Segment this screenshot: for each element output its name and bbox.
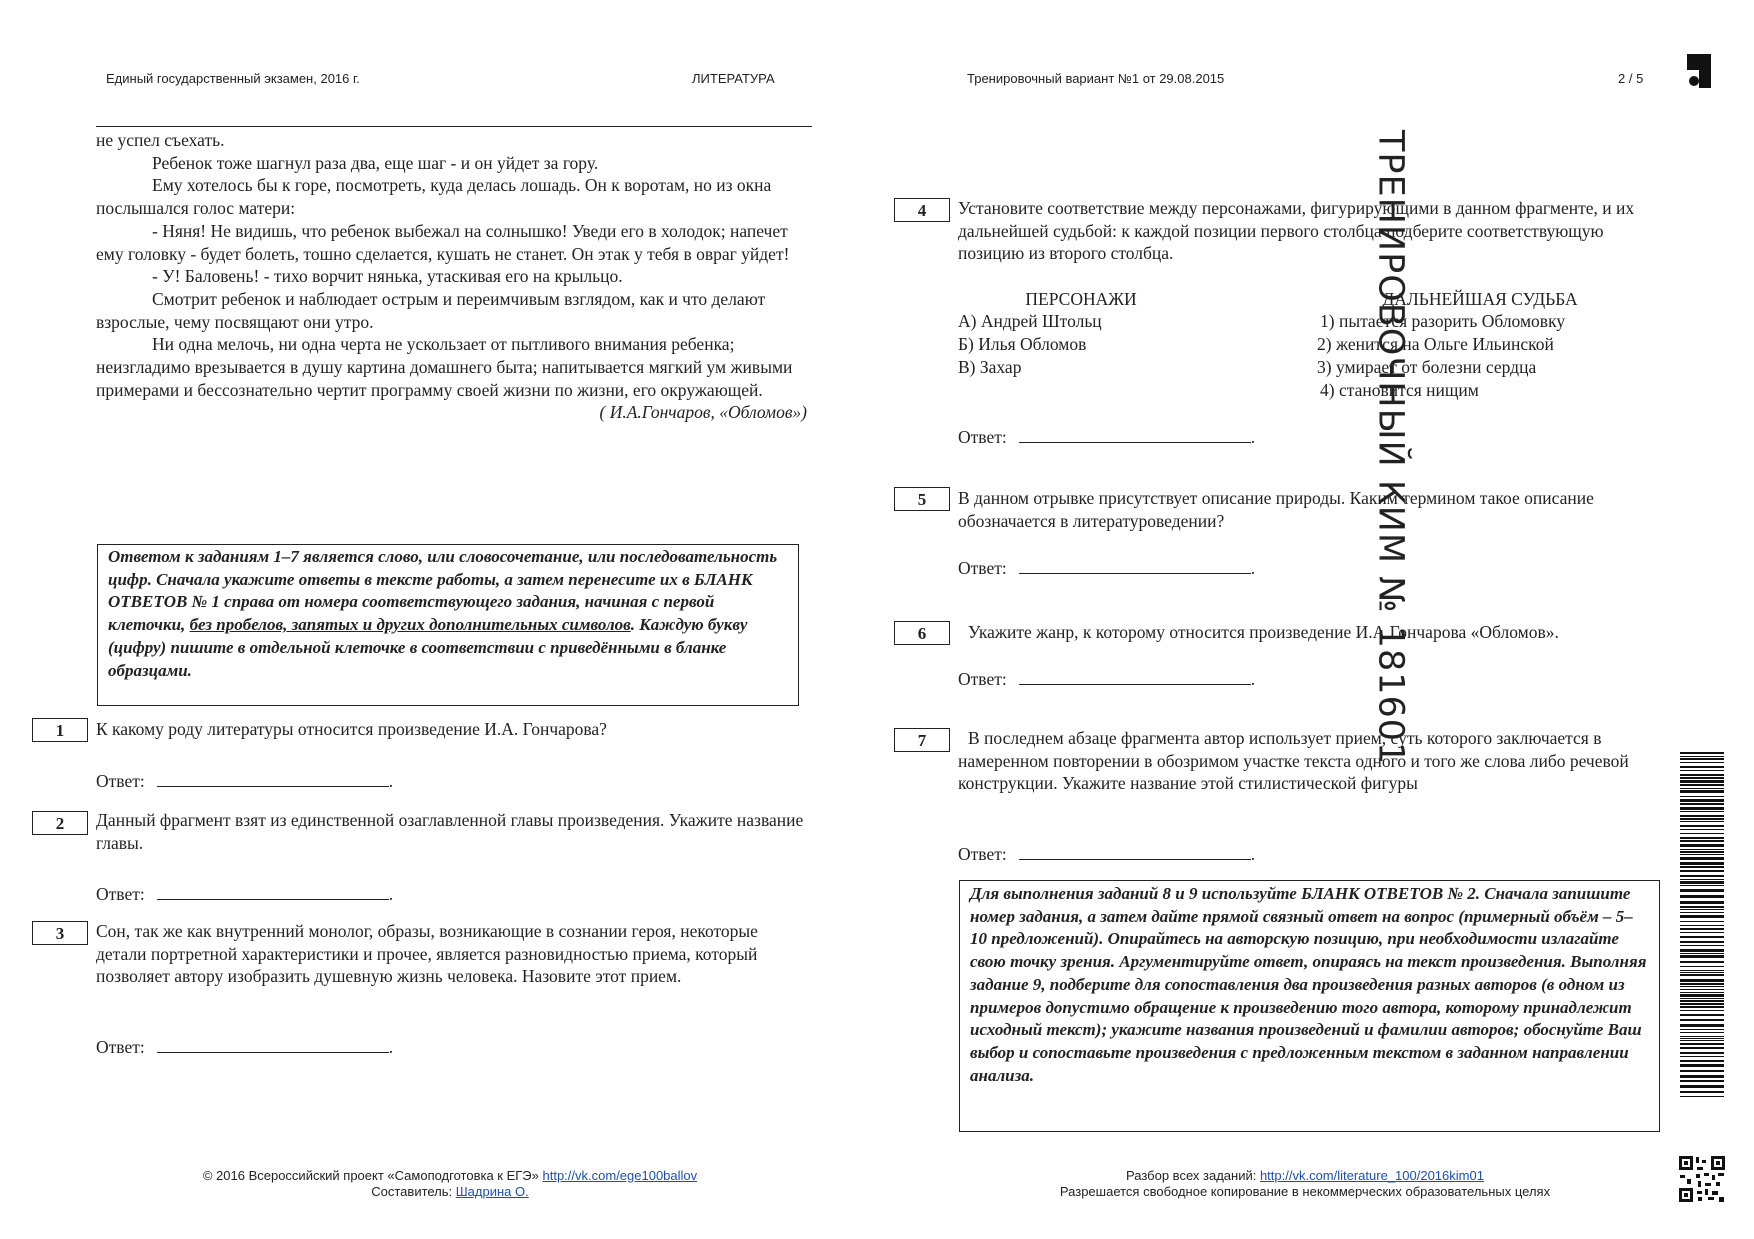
excerpt-p3: - Няня! Не видишь, что ребенок выбежал на солнышко! Уведи его в холодок; напечет ему головку - будет болеть, тошно сделается, кушать не станет. Он этак у тебя в овраг уйдет! <box>96 220 790 264</box>
footer-analysis-label: Разбор всех заданий: <box>1126 1168 1260 1183</box>
answer-line[interactable] <box>157 770 389 787</box>
matching-right-0: 1) пытается разорить Обломовку <box>1320 311 1566 331</box>
excerpt-text <box>96 129 811 424</box>
answer-label: Ответ: <box>958 427 1007 447</box>
task-1-answer[interactable]: Ответ: . <box>96 771 394 791</box>
excerpt-p0: не успел съехать. <box>96 130 225 150</box>
task-6-text: Укажите жанр, к которому относится произведение И.А.Гончарова «Обломов». <box>968 622 1559 642</box>
instruction-1-part2: . Каждую букву (цифру) пишите в отдельной клеточке в соответствии с приведёнными в бланке образцами. <box>108 615 748 680</box>
matching-left-header: ПЕРСОНАЖИ <box>1025 289 1137 309</box>
header-subject: ЛИТЕРАТУРА <box>692 71 775 86</box>
footer-left <box>140 1168 760 1200</box>
answer-line[interactable] <box>157 1036 389 1053</box>
matching-left-1: Б) Илья Обломов <box>958 334 1087 354</box>
matching-left-0: А) Андрей Штольц <box>958 311 1102 331</box>
task-7-number: 7 <box>894 728 950 752</box>
answer-line[interactable] <box>157 883 389 900</box>
task-1-number: 1 <box>32 718 88 742</box>
matching-right-3: 4) становится нищим <box>1320 380 1479 400</box>
footer-author-link[interactable]: Шадрина О. <box>455 1184 529 1199</box>
task-5-answer[interactable]: Ответ: . <box>958 558 1256 578</box>
answer-line[interactable] <box>1019 843 1251 860</box>
task-6-answer[interactable]: Ответ: . <box>958 669 1256 689</box>
instruction-1-part1: Ответом к заданиям 1–7 является слово, или словосочетание, или последовательность цифр. Сначала укажите ответы в тексте работы, а затем перенесите их в БЛАНК ОТВЕТОВ № 1 справа от номера соответствующего задания, начиная с первой клеточки, <box>108 547 778 635</box>
footer-license: Разрешается свободное копирование в некоммерческих образовательных целях <box>1059 1184 1551 1199</box>
task-2-text: Данный фрагмент взят из единственной озаглавленной главы произведения. Укажите название главы. <box>96 810 804 853</box>
excerpt-p5: Смотрит ребенок и наблюдает острым и переимчивым взглядом, как и что делают взрослые, чему посвящают они утро. <box>96 288 766 332</box>
task-3-number: 3 <box>32 921 88 945</box>
answer-label: Ответ: <box>958 558 1007 578</box>
corner-mark-icon <box>1685 54 1715 90</box>
excerpt-p4: - У! Баловень! - тихо ворчит нянька, утаскивая его на крыльцо. <box>152 266 623 287</box>
excerpt-p6: Ни одна мелочь, ни одна черта не ускользает от пытливого внимания ребенка; неизгладимо врезывается в душу картина домашнего быта; напитывается мягкий ум живыми примерами и бессознательно чертит программу своей жизни по жизни, его окружающей. <box>96 334 793 400</box>
header-rule <box>96 126 812 127</box>
answer-label: Ответ: <box>96 771 145 791</box>
kim-title: ТРЕНИРОВОЧНЫЙ КИМ № 181601 <box>1370 130 1411 766</box>
header-page: 2 / 5 <box>1618 71 1644 86</box>
answer-label: Ответ: <box>96 1037 145 1057</box>
excerpt-p2: Ему хотелось бы к горе, посмотреть, куда делась лошадь. Он к воротам, но из окна послышался голос матери: <box>96 175 772 219</box>
footer-copyright: © 2016 Всероссийский проект «Самоподготовка к ЕГЭ» <box>202 1168 543 1183</box>
task-5-number: 5 <box>894 487 950 511</box>
task-2-answer[interactable]: Ответ: . <box>96 884 394 904</box>
matching-right-1: 2) женится на Ольге Ильинской <box>1317 334 1554 354</box>
answer-label: Ответ: <box>96 884 145 904</box>
task-5-text: В данном отрывке присутствует описание природы. Каким термином такое описание обозначается в литературоведении? <box>958 488 1594 531</box>
answer-line[interactable] <box>1019 557 1251 574</box>
task-1-text: К какому роду литературы относится произведение И.А. Гончарова? <box>96 719 607 739</box>
task-3-text: Сон, так же как внутренний монолог, образы, возникающие в сознании героя, некоторые детали портретной характеристики и прочее, является разновидностью приема, который позволяет автору изобразить душевную жизнь человека. Назовите этот прием. <box>96 921 758 987</box>
answer-line[interactable] <box>1019 668 1251 685</box>
answer-line[interactable] <box>1019 426 1251 443</box>
barcode-icon <box>1680 752 1724 1097</box>
matching-left-2: В) Захар <box>958 357 1022 377</box>
task-3-answer[interactable]: Ответ: . <box>96 1037 394 1057</box>
task-6-number: 6 <box>894 621 950 645</box>
answer-label: Ответ: <box>958 844 1007 864</box>
excerpt-p1: Ребенок тоже шагнул раза два, еще шаг - и он уйдет за гору. <box>152 152 599 173</box>
footer-analysis-link[interactable]: http://vk.com/literature_100/2016kim01 <box>1259 1168 1484 1183</box>
answer-label: Ответ: <box>958 669 1007 689</box>
matching-right-2: 3) умирает от болезни сердца <box>1317 357 1537 377</box>
task-4-text: Установите соответствие между персонажами, фигурирующими в данном фрагменте, и их дальнейшей судьбой: к каждой позиции первого столбца подберите соответствующую позицию из второго столбца. <box>958 198 1635 264</box>
task-4-answer[interactable]: Ответ: . <box>958 427 1256 447</box>
header-exam: Единый государственный экзамен, 2016 г. <box>106 71 360 86</box>
instruction-box-1 <box>97 544 799 706</box>
task-4-number: 4 <box>894 198 950 222</box>
task-7-answer[interactable]: Ответ: . <box>958 844 1256 864</box>
matching-right-header: ДАЛЬНЕЙШАЯ СУДЬБА <box>1382 289 1578 309</box>
footer-vk-link[interactable]: http://vk.com/ege100ballov <box>542 1168 698 1183</box>
task-2-number: 2 <box>32 811 88 835</box>
task-7-text: В последнем абзаце фрагмента автор использует прием, суть которого заключается в намеренном повторении в обозримом участке текста одного и того же слова либо речевой конструкции. Укажите название этой стилистической фигуры <box>958 728 1629 794</box>
instruction-box-2: Для выполнения заданий 8 и 9 используйте БЛАНК ОТВЕТОВ № 2. Сначала запишите номер задания, а затем дайте прямой связный ответ на вопрос (примерный объём – 5–10 предложений). Опирайтесь на авторскую позицию, при необходимости излагайте свою точку зрения. Аргументируйте ответ, опираясь на текст произведения. Выполняя задание 9, подберите для сопоставления два произведения разных авторов (в одном из примеров допустимо обращение к произведению того автора, которому принадлежит исходный текст); укажите названия произведений и фамилии авторов; обоснуйте Ваш выбор и сопоставьте произведения с предложенным текстом в заданном направлении анализа. <box>959 880 1660 1132</box>
footer-right <box>1000 1168 1610 1200</box>
qr-code-icon <box>1678 1155 1726 1203</box>
instruction-1-underlined: без пробелов, запятых и других дополнительных символов <box>189 615 631 635</box>
excerpt-source: ( И.А.Гончаров, «Обломов») <box>599 402 807 423</box>
footer-author-label: Составитель: <box>371 1184 456 1199</box>
header-variant: Тренировочный вариант №1 от 29.08.2015 <box>967 71 1225 86</box>
